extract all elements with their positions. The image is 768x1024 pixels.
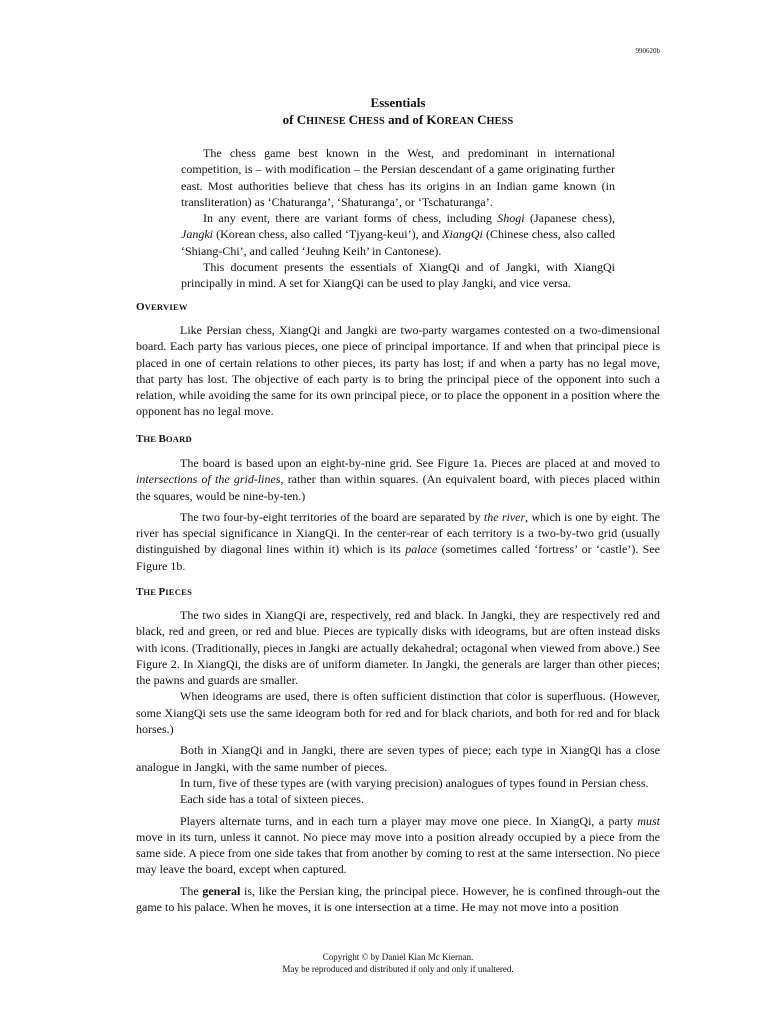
overview-paragraph: Like Persian chess, XiangQi and Jangki are two-party wargames contested on a two-dimensional board. Each party has various pieces, one piece of principal importance. If and when that principal piece is placed in one of certain relations to other pieces, its party has lost; if and when a party has no legal move, that party has lost. The objective of each party is to bring the principal piece of the opponent into such a relation, while avoiding the same for its own principal piece, or to place the opponent in a position where the opponent has no legal move. [136,323,660,419]
title-line-1: Essentials [370,95,426,110]
copyright-footer [136,951,660,975]
heading-the-pieces: THE PIECES [136,586,193,598]
document-id: 990620b [635,47,660,55]
intro-section [181,145,615,292]
intro-paragraph-1: The chess game best known in the West, and predominant in international competition, is – with modification – the Persian descendant of a game originating further east. Most authorities believe that chess has its origins in an Indian game known (in transliteration) as ‘Chaturanga’, ‘Shaturanga’, or ‘Tschaturanga’. [181,146,615,209]
heading-the-board: THE BOARD [136,433,192,445]
footer-line-2: May be reproduced and distributed if only and only if unaltered. [282,964,514,974]
footer-line-1: Copyright © by Daniel Kian Mc Kiernan. [322,952,474,962]
pieces-paragraph-3: Both in XiangQi and in Jangki, there are seven types of piece; each type in XiangQi has a close analogue in Jangki, with the same number of pieces. [136,743,660,774]
intro-paragraph-2: In any event, there are variant forms of chess, including Shogi (Japanese chess), Jangki (Korean chess, also called ‘Tjyang-keui’), and XiangQi (Chinese chess, also called ‘Shiang-Chi’, and called ‘Jeuhng Keih’ in Cantonese). [181,211,615,258]
intro-paragraph-3: This document presents the essentials of XiangQi and of Jangki, with XiangQi principally in mind. A set for XiangQi can be used to play Jangki, and vice versa. [181,260,615,291]
pieces-paragraph-1: The two sides in XiangQi are, respectively, red and black. In Jangki, they are respectively red and black, red and green, or red and blue. Pieces are typically disks with ideograms, but are often instead disks with icons. (Traditionally, pieces in Jangki are actually dekahedral; octagonal when viewed from above.) See Figure 2. In XiangQi, the disks are of uniform diameter. In Jangki, the generals are larger than other pieces; the pawns and guards are smaller. [136,608,660,688]
pieces-paragraph-6: Players alternate turns, and in each turn a player may move one piece. In XiangQi, a party must move in its turn, unless it cannot. No piece may move into a position already occupied by a piece from the same side. A piece from one side takes that from another by coming to rest at the same intersection. No piece may leave the board, except when captured. [136,813,660,877]
board-section [136,455,660,574]
pieces-paragraph-5: Each side has a total of sixteen pieces. [180,792,364,807]
board-paragraph-2: The two four-by-eight territories of the board are separated by the river, which is one by eight. The river has special significance in XiangQi. In the center-rear of each territory is a two-by-two grid (usually distinguished by diagonal lines within it) which is its palace (sometimes called ‘fortress’ or ‘castle’). See Figure 1b. [136,509,661,573]
heading-overview: OVERVIEW [136,301,188,313]
overview-section [136,322,660,420]
board-paragraph-1: The board is based upon an eight-by-nine grid. See Figure 1a. Pieces are placed at and moved to intersections of the grid-lines, rather than within squares. (An equivalent board, with pieces placed within the squares, would be nine-by-ten.) [136,456,660,503]
pieces-paragraph-7: The general is, like the Persian king, the principal piece. However, he is confined through-out the game to his palace. When he moves, it is one intersection at a time. He may not move into a position [136,883,660,915]
pieces-section [136,607,660,915]
pieces-paragraph-2: When ideograms are used, there is often sufficient distinction that color is superfluous. (However, some XiangQi sets use the same ideogram both for red and for black chariots, and both for red and for black horses.) [136,689,660,737]
title-line-2: of CHINESE CHESS and of KOREAN CHESS [282,112,514,127]
pieces-paragraph-4: In turn, five of these types are (with varying precision) analogues of types found in Persian chess. [180,775,649,790]
